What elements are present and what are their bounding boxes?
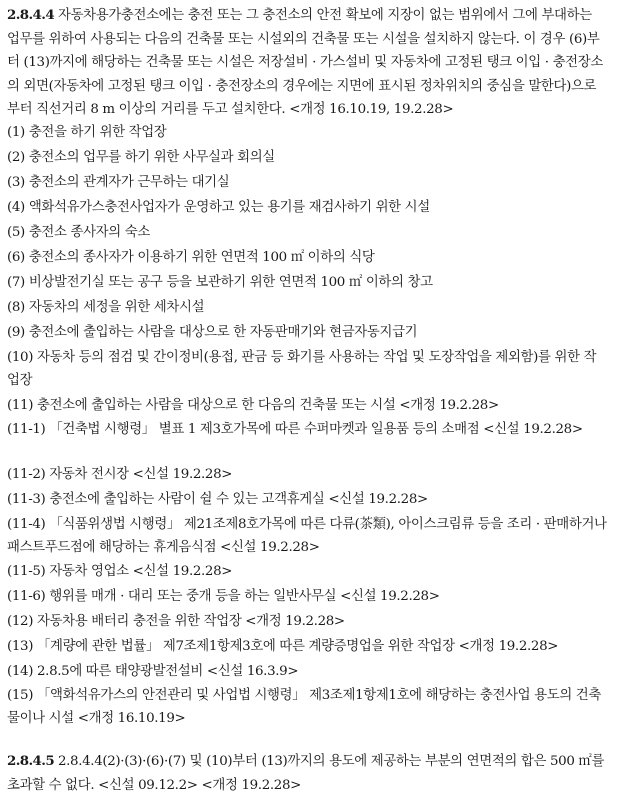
list-item: (5) 충전소 종사자의 숙소 bbox=[7, 225, 150, 240]
section-number: 2.8.4.5 bbox=[7, 753, 55, 769]
section-2-8-4-5-paragraph bbox=[7, 750, 607, 797]
list-item: (6) 충전소의 종사자가 이용하기 위한 연면적 100 ㎡ 이하의 식당 bbox=[7, 250, 375, 265]
list-item: (11-4) 「식품위생법 시행령」 제21조제8호가목에 따른 다류(茶類), 아이스크림류 등을 조리 · 판매하거나 패스트푸드점에 해당하는 휴게음식점 <신설 19.2.28> bbox=[7, 517, 607, 555]
section-2-8-4-4-paragraph bbox=[7, 4, 607, 122]
list-item: (1) 충전을 하기 위한 작업장 bbox=[7, 125, 167, 140]
list-item: (9) 충전소에 출입하는 사람을 대상으로 한 자동판매기와 현금자동지급기 bbox=[7, 325, 418, 340]
list-item: (15) 「액화석유가스의 안전관리 및 사업법 시행령」 제3조제1항제1호에 해당하는 충전사업 용도의 건축물이나 시설 <개정 16.10.19> bbox=[7, 688, 601, 726]
list-item: (12) 자동차용 배터리 충전을 위한 작업장 <개정 19.2.28> bbox=[7, 614, 345, 629]
list-item: (11-2) 자동차 전시장 <신설 19.2.28> bbox=[7, 467, 233, 482]
list-item: (4) 액화석유가스충전사업자가 운영하고 있는 용기를 재검사하기 위한 시설 bbox=[7, 200, 430, 215]
list-item: (11-3) 충전소에 출입하는 사람이 쉴 수 있는 고객휴게실 <신설 19.2.28> bbox=[7, 492, 428, 507]
list-item: (2) 충전소의 업무를 하기 위한 사무실과 회의실 bbox=[7, 150, 275, 165]
section-number: 2.8.4.4 bbox=[7, 7, 55, 23]
list-item: (11-6) 행위를 매개 · 대리 또는 중개 등을 하는 일반사무실 <신설 19.2.28> bbox=[7, 589, 440, 604]
section-body: 자동차용가충전소에는 충전 또는 그 충전소의 안전 확보에 지장이 없는 범위에서 그에 부대하는 업무를 위하여 사용되는 다음의 건축물 또는 시설외의 건축물 또는 시설을 설치하지 않는다. 이 경우 (6)부터 (13)까지에 해당하는 건축물 또는 시설은 저장설비 · 가스설비 및 자동차에 고정된 탱크 이입 · 충전장소의 외면(자동차에 고정된 탱크 이입 · 충전장소의 경우에는 지면에 표시된 정차위치의 중심을 말한다)으로부터 직선거리 8 m 이상의 거리를 두고 설치한다. <개정 16.10.19, 19.2.28> bbox=[7, 8, 603, 118]
list-item: (7) 비상발전기실 또는 공구 등을 보관하기 위한 연면적 100 ㎡ 이하의 창고 bbox=[7, 275, 433, 290]
list-item: (11-1) 「건축법 시행령」 별표 1 제3호가목에 따른 수퍼마켓과 일용품 등의 소매점 <신설 19.2.28> bbox=[7, 422, 583, 437]
section-body: 2.8.4.4(2)·(3)·(6)·(7) 및 (10)부터 (13)까지의 용도에 제공하는 부분의 연면적의 합은 500 ㎡를 초과할 수 없다. <신설 09.12.2> <개정 19.2.28> bbox=[7, 754, 605, 793]
list-item: (10) 자동차 등의 점검 및 간이정비(용접, 판금 등 화기를 사용하는 작업 및 도장작업을 제외함)를 위한 작업장 bbox=[7, 350, 597, 388]
list-item: (3) 충전소의 관계자가 근무하는 대기실 bbox=[7, 175, 230, 190]
list-item: (11-5) 자동차 영업소 <신설 19.2.28> bbox=[7, 564, 233, 579]
list-item: (11) 충전소에 출입하는 사람을 대상으로 한 다음의 건축물 또는 시설 <개정 19.2.28> bbox=[7, 398, 499, 413]
list-item: (14) 2.8.5에 따른 태양광발전설비 <신설 16.3.9> bbox=[7, 664, 299, 679]
list-item: (8) 자동차의 세정을 위한 세차시설 bbox=[7, 300, 205, 315]
list-item: (13) 「계량에 관한 법률」 제7조제1항제3호에 따른 계량증명업을 위한 작업장 <개정 19.2.28> bbox=[7, 639, 559, 654]
